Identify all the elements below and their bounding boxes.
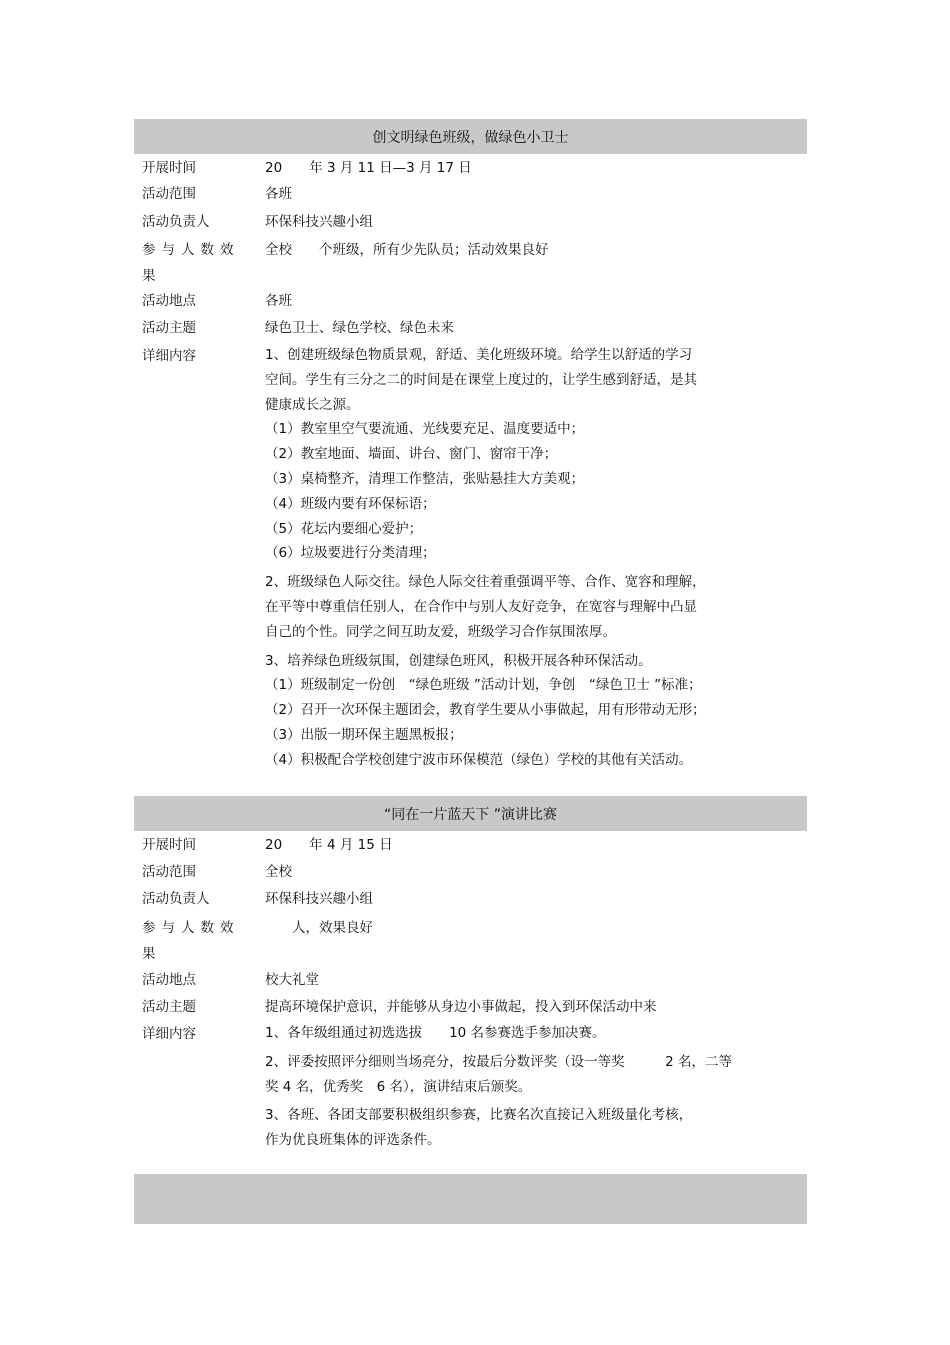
detail-line: （2）召开一次环保主题团会，教育学生要从小事做起，用有形带动无形； [265,702,706,719]
row-location [134,288,807,314]
detail-line: （1）班级制定一份创 “绿色班级 ”活动计划，争创 “绿色卫士 ”标准； [265,677,702,694]
detail-line: 作为优良班集体的评选条件。 [265,1132,441,1149]
row-label: 活动地点 [142,293,196,309]
row-label: 活动负责人 [142,891,210,907]
row-value: 全校 [265,864,292,880]
row-value: 提高环境保护意识，并能够从身边小事做起，投入到环保活动中来 [265,999,657,1015]
detail-line: （2）教室地面、墙面、讲台、窗门、窗帘干净； [265,446,558,463]
detail-line: （4）班级内要有环保标语； [265,495,436,512]
row-label: 参与人数效果 [142,242,240,284]
row-time [134,155,807,181]
detail-line: （5）花坛内要细心爱护； [265,520,423,537]
detail-line: 自己的个性。同学之间互助友爱，班级学习合作氛围浓厚。 [265,623,616,640]
detail-line: 3、培养绿色班级氛围，创建绿色班风，积极开展各种环保活动。 [265,652,652,669]
section-1-title: 创文明绿色班级，做绿色小卫士 [134,119,807,154]
activity-section-2 [134,796,807,831]
row-detail [134,343,807,768]
row-value: 环保科技兴趣小组 [265,214,373,230]
row-value: 全校 个班级，所有少先队员；活动效果良好 [265,242,549,258]
row-value: 各班 [265,186,292,202]
row-label: 活动地点 [142,972,196,988]
row-label: 活动负责人 [142,214,210,230]
detail-line: （1）教室里空气要流通、光线要充足、温度要适中； [265,421,585,438]
row-label: 开展时间 [142,160,196,176]
row-owner [134,209,807,235]
detail-line: 奖 4 名，优秀奖 6 名），演讲结束后颁奖。 [265,1078,532,1095]
row-value: 绿色卫士、绿色学校、绿色未来 [265,320,454,336]
row-participants [134,237,807,289]
row-label: 详细内容 [142,1026,196,1042]
row-label: 活动主题 [142,320,196,336]
detail-content [265,343,805,773]
section-2-title: “同在一片蓝天下 ”演讲比赛 [134,796,807,831]
row-value: 环保科技兴趣小组 [265,891,373,907]
row-label: 详细内容 [142,348,196,364]
detail-line: 空间。学生有三分之二的时间是在课堂上度过的，让学生感到舒适，是其 [265,371,697,388]
detail-line: 2、评委按照评分细则当场亮分，按最后分数评奖（设一等奖 2 名，二等 [265,1053,732,1070]
detail-line: 健康成长之源。 [265,396,360,413]
row-theme [134,994,807,1020]
row-participants [134,915,807,967]
row-location [134,967,807,993]
row-time [134,832,807,858]
detail-line: 2、班级绿色人际交往。绿色人际交往着重强调平等、合作、宽容和理解， [265,574,706,591]
activity-section-1 [134,119,807,154]
detail-line: （3）桌椅整齐，清理工作整洁，张贴悬挂大方美观； [265,470,585,487]
detail-line: 3、各班、各团支部要积极组织参赛，比赛名次直接记入班级量化考核， [265,1107,693,1124]
detail-content [265,1021,805,1153]
row-theme [134,315,807,341]
row-scope [134,859,807,885]
detail-line: （3）出版一期环保主题黑板报； [265,726,463,743]
row-label: 活动主题 [142,999,196,1015]
row-label: 开展时间 [142,837,196,853]
row-value: 校大礼堂 [265,972,319,988]
detail-line: 在平等中尊重信任别人，在合作中与别人友好竞争，在宽容与理解中凸显 [265,598,697,615]
row-value: 20 年 4 月 15 日 [265,837,393,853]
detail-line: 1、创建班级绿色物质景观，舒适、美化班级环境。给学生以舒适的学习 [265,347,693,363]
row-value: 各班 [265,293,292,309]
row-owner [134,886,807,912]
row-value: 20 年 3 月 11 日—3 月 17 日 [265,160,472,176]
row-scope [134,181,807,207]
empty-section-header [134,1174,807,1224]
row-label: 活动范围 [142,864,196,880]
detail-line: （4）积极配合学校创建宁波市环保模范（绿色）学校的其他有关活动。 [265,751,693,768]
row-label: 活动范围 [142,186,196,202]
detail-line: （6）垃圾要进行分类清理； [265,545,436,562]
row-value: 人，效果良好 [265,920,373,936]
row-label: 参与人数效果 [142,920,240,962]
row-detail [134,1021,807,1149]
detail-line: 1、各年级组通过初选选拔 10 名参赛选手参加决赛。 [265,1025,606,1041]
